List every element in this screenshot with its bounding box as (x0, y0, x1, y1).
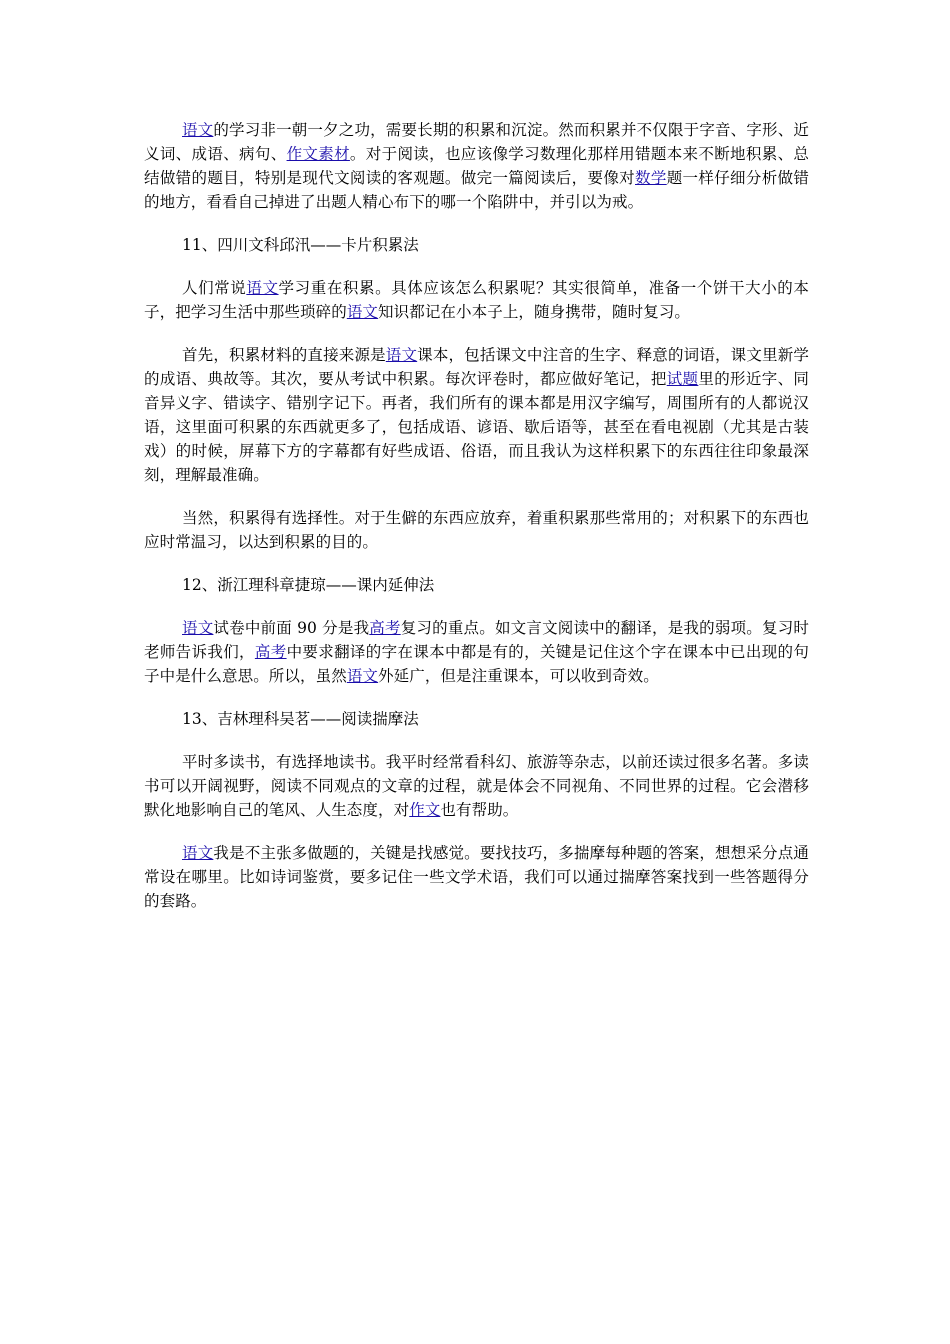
paragraph-text: 中要求翻译的字在课本中都是有的，关键是记住这个字在课本中已出现的句子中是什么意思。所以，虽然 (144, 643, 809, 685)
paragraph-text: 12、浙江理科章捷琼——课内延伸法 (182, 576, 435, 594)
body-paragraph (144, 841, 809, 913)
keyword-link[interactable]: 语文 (385, 346, 418, 364)
paragraph-text: 11、四川文科邱汛——卡片积累法 (182, 236, 419, 254)
section-heading (144, 707, 809, 731)
body-paragraph (144, 616, 809, 688)
paragraph-text: 知识都记在小本子上，随身携带，随时复习。 (378, 303, 691, 321)
keyword-link[interactable]: 语文 (182, 619, 214, 637)
paragraph-text: 平时多读书，有选择地读书。我平时经常看科幻、旅游等杂志，以前还读过很多名著。多读书可以开阔视野，阅读不同观点的文章的过程，就是体会不同视角、不同世界的过程。它会潜移默化地影响自己的笔风、人生态度，对 (144, 753, 809, 819)
keyword-link[interactable]: 语文 (182, 844, 214, 862)
body-paragraph (144, 750, 809, 822)
body-paragraph (144, 118, 809, 214)
keyword-link[interactable]: 语文 (246, 279, 279, 297)
paragraph-text: 里的形近字、同音异义字、错读字、错别字记下。再者，我们所有的课本都是用汉字编写，周围所有的人都说汉语，这里面可积累的东西就更多了，包括成语、谚语、歇后语等，甚至在看电视剧（尤其是古装戏）的时候，屏幕下方的字幕都有好些成语、俗语，而且我认为这样积累下的东西往往印象最深刻，理解最准确。 (144, 370, 810, 484)
keyword-link[interactable]: 语文 (346, 303, 379, 321)
paragraph-text: 。对于阅读，也应该像学习数理化那样用错题本来不断地积累、总结做错的题目，特别是现代文阅读的客观题。做完一篇阅读后，要像对 (144, 145, 810, 187)
body-paragraph (144, 343, 809, 487)
keyword-link[interactable]: 数学 (635, 169, 667, 187)
section-heading (144, 573, 809, 597)
paragraph-text: 课本，包括课文中注音的生字、释意的词语，课文里新学的成语、典故等。其次，要从考试中积累。每次评卷时，都应做好笔记，把 (144, 346, 809, 388)
body-paragraph (144, 506, 809, 554)
keyword-link[interactable]: 作文 (409, 801, 441, 819)
section-heading (144, 233, 809, 257)
paragraph-text: 复习的重点。如文言文阅读中的翻译，是我的弱项。复习时老师告诉我们， (144, 619, 809, 661)
paragraph-text: 的学习非一朝一夕之功，需要长期的积累和沉淀。然而积累并不仅限于字音、字形、近义词、成语、病句、 (144, 121, 809, 163)
keyword-link[interactable]: 语文 (346, 667, 379, 685)
keyword-link[interactable]: 高考 (369, 619, 401, 637)
paragraph-text: 人们常说 (182, 279, 247, 297)
body-paragraph (144, 276, 809, 324)
keyword-link[interactable]: 作文素材 (286, 145, 350, 163)
paragraph-text: 学习重在积累。具体应该怎么积累呢？其实很简单，准备一个饼干大小的本子，把学习生活中那些琐碎的 (144, 279, 809, 321)
document-body (144, 118, 809, 932)
keyword-link[interactable]: 试题 (666, 370, 699, 388)
paragraph-text: 首先，积累材料的直接来源是 (182, 346, 386, 364)
paragraph-text: 13、吉林理科吴茗——阅读揣摩法 (182, 710, 419, 728)
paragraph-text: 也有帮助。 (440, 801, 519, 819)
paragraph-text: 题一样仔细分析做错的地方，看看自己掉进了出题人精心布下的哪一个陷阱中，并引以为戒。 (144, 169, 809, 211)
paragraph-text: 我是不主张多做题的，关键是找感觉。要找技巧，多揣摩每种题的答案，想想采分点通常设在哪里。比如诗词鉴赏，要多记住一些文学术语，我们可以通过揣摩答案找到一些答题得分的套路。 (144, 844, 809, 910)
keyword-link[interactable]: 语文 (182, 121, 214, 139)
paragraph-text: 外延广，但是注重课本，可以收到奇效。 (378, 667, 659, 685)
paragraph-text: 当然，积累得有选择性。对于生僻的东西应放弃，着重积累那些常用的；对积累下的东西也应时常温习，以达到积累的目的。 (144, 509, 809, 551)
paragraph-text: 试卷中前面 90 分是我 (213, 619, 370, 637)
keyword-link[interactable]: 高考 (254, 643, 287, 661)
